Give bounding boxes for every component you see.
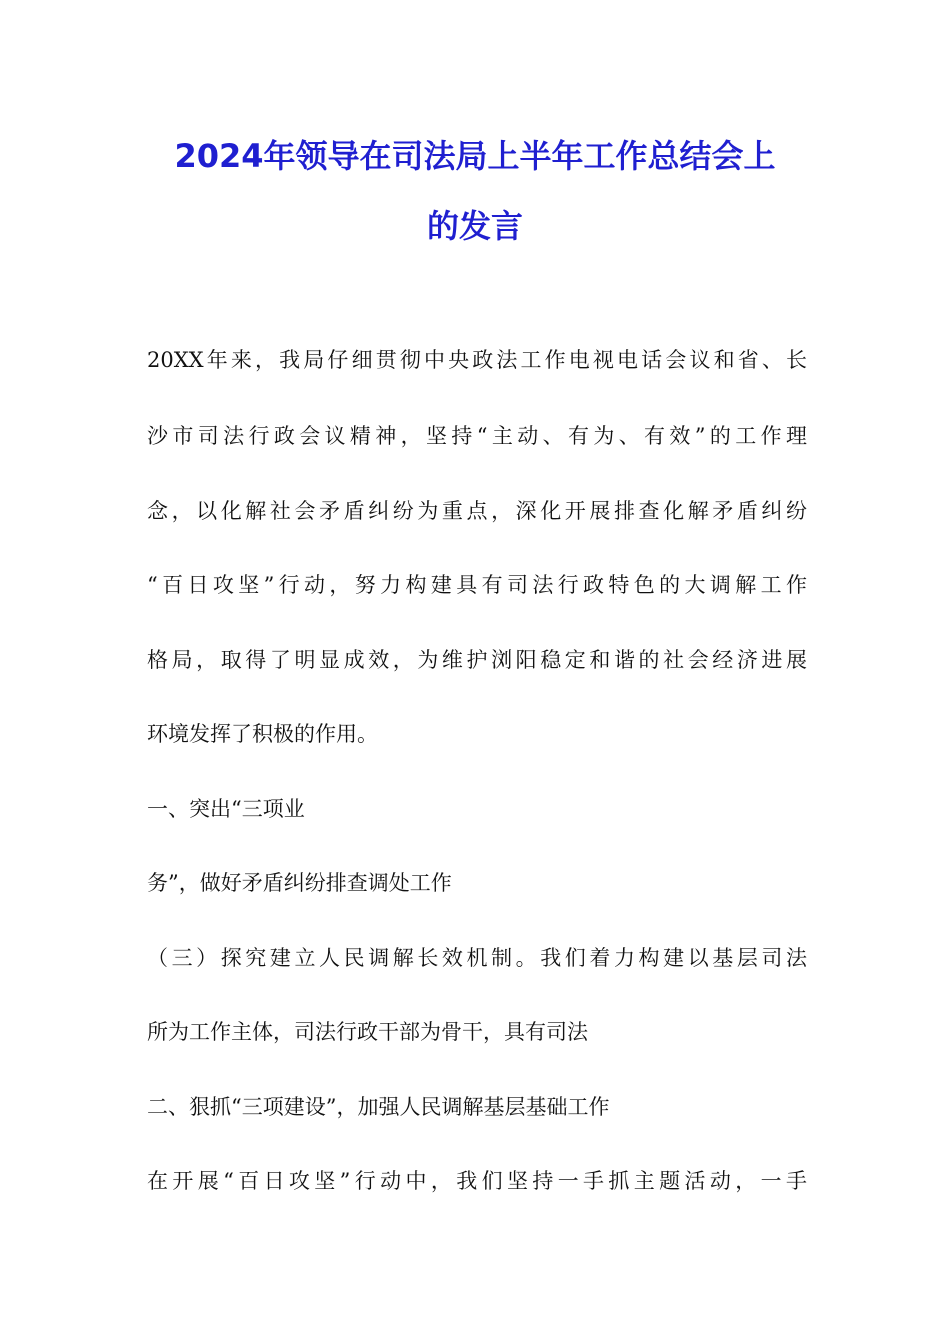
paragraph-line: 20XX年来，我局仔细贯彻中央政法工作电视电话会议和省、长	[147, 348, 807, 372]
section-heading-line: 一、突出“三项业	[147, 797, 305, 821]
paragraph-line: “百日攻坚”行动，努力构建具有司法行政特色的大调解工作	[147, 573, 807, 597]
paragraph-line: （三）探究建立人民调解长效机制。我们着力构建以基层司法	[147, 946, 807, 970]
section-heading-line: 务”，做好矛盾纠纷排查调处工作	[147, 871, 452, 895]
paragraph-line: 格局，取得了明显成效，为维护浏阳稳定和谐的社会经济进展	[147, 648, 807, 672]
paragraph-line: 在开展“百日攻坚”行动中，我们坚持一手抓主题活动，一手	[147, 1169, 807, 1193]
paragraph-line: 沙市司法行政会议精神，坚持“主动、有为、有效”的工作理	[147, 424, 807, 448]
section-heading-line: 二、狠抓“三项建设”，加强人民调解基层基础工作	[147, 1095, 610, 1119]
paragraph-line: 环境发挥了积极的作用。	[147, 722, 378, 746]
paragraph-line: 所为工作主体，司法行政干部为骨干，具有司法	[147, 1020, 588, 1044]
paragraph-line: 念，以化解社会矛盾纠纷为重点，深化开展排查化解矛盾纠纷	[147, 499, 807, 523]
document-title-line-1: 2024年领导在司法局上半年工作总结会上	[174, 137, 776, 175]
document-title-line-2: 的发言	[426, 207, 523, 245]
